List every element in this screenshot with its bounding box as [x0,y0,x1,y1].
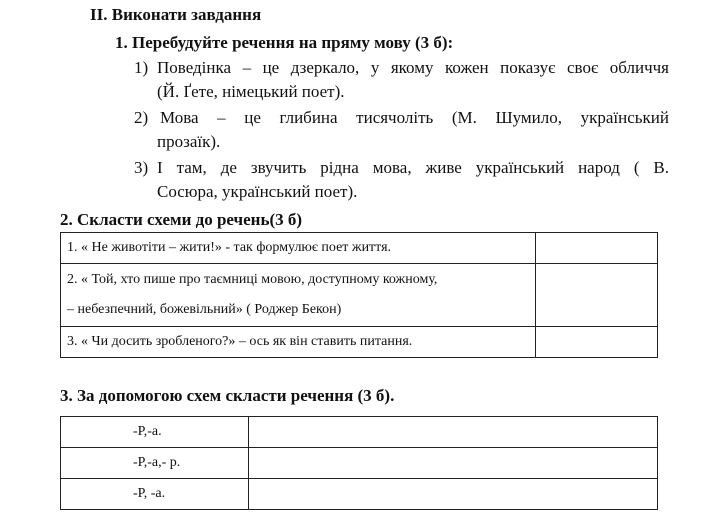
sentence-text: – небезпечний, божевільний» ( Роджер Бекон) [67,302,342,317]
scheme-answer-cell[interactable] [535,233,657,264]
list-item-text: (Й. Ґете, німецький поет). [157,82,345,101]
scheme-cell [61,448,249,479]
table-row [61,448,658,479]
schemes-table [60,416,658,510]
table-row [61,233,658,264]
sentence-answer-cell[interactable] [248,479,657,510]
task1-title: 1. Перебудуйте речення на пряму мову (3 б): [115,33,454,52]
task3-title: 3. За допомогою схем скласти речення (3 б). [60,386,395,405]
list-item-text: Сосюра, український поет). [157,182,358,201]
section-heading: II. Виконати завдання [90,5,262,24]
table-row [61,417,658,448]
sentence-text: 3. « Чи досить зробленого?» – ось як він ставить питання. [67,334,413,349]
sentences-table [60,232,658,358]
table-row [61,264,658,327]
sentence-answer-cell[interactable] [248,417,657,448]
table-row [61,479,658,510]
list-item-number: 1) [134,58,149,77]
table-row [61,327,658,358]
sentence-cell [61,264,536,327]
sentence-cell [61,327,536,358]
list-item-number: 2) [134,108,149,127]
scheme-text: -Р, -а. [133,486,166,501]
scheme-text: -Р,-а,- р. [133,455,181,470]
scheme-text: -Р,-а. [133,424,162,439]
task2-title: 2. Скласти схеми до речень(3 б) [60,210,303,229]
list-item-number: 3) [134,158,149,177]
scheme-answer-cell[interactable] [535,264,657,327]
list-item-text: Поведінка – це дзеркало, у якому кожен показує своє обличчя [157,58,669,77]
sentence-answer-cell[interactable] [248,448,657,479]
scheme-answer-cell[interactable] [535,327,657,358]
list-item-text: прозаїк). [157,132,221,151]
list-item-text: І там, де звучить рідна мова, живе український народ ( В. [157,158,669,177]
scheme-cell [61,479,249,510]
list-item-text: Мова – це глибина тисячоліть (М. Шумило, український [160,108,669,127]
sentence-cell [61,233,536,264]
scheme-cell [61,417,249,448]
sentence-text: 2. « Той, хто пише про таємниці мовою, доступному кожному, [67,272,438,287]
sentence-text: 1. « Не животіти – жити!» - так формулює поет життя. [67,240,392,255]
